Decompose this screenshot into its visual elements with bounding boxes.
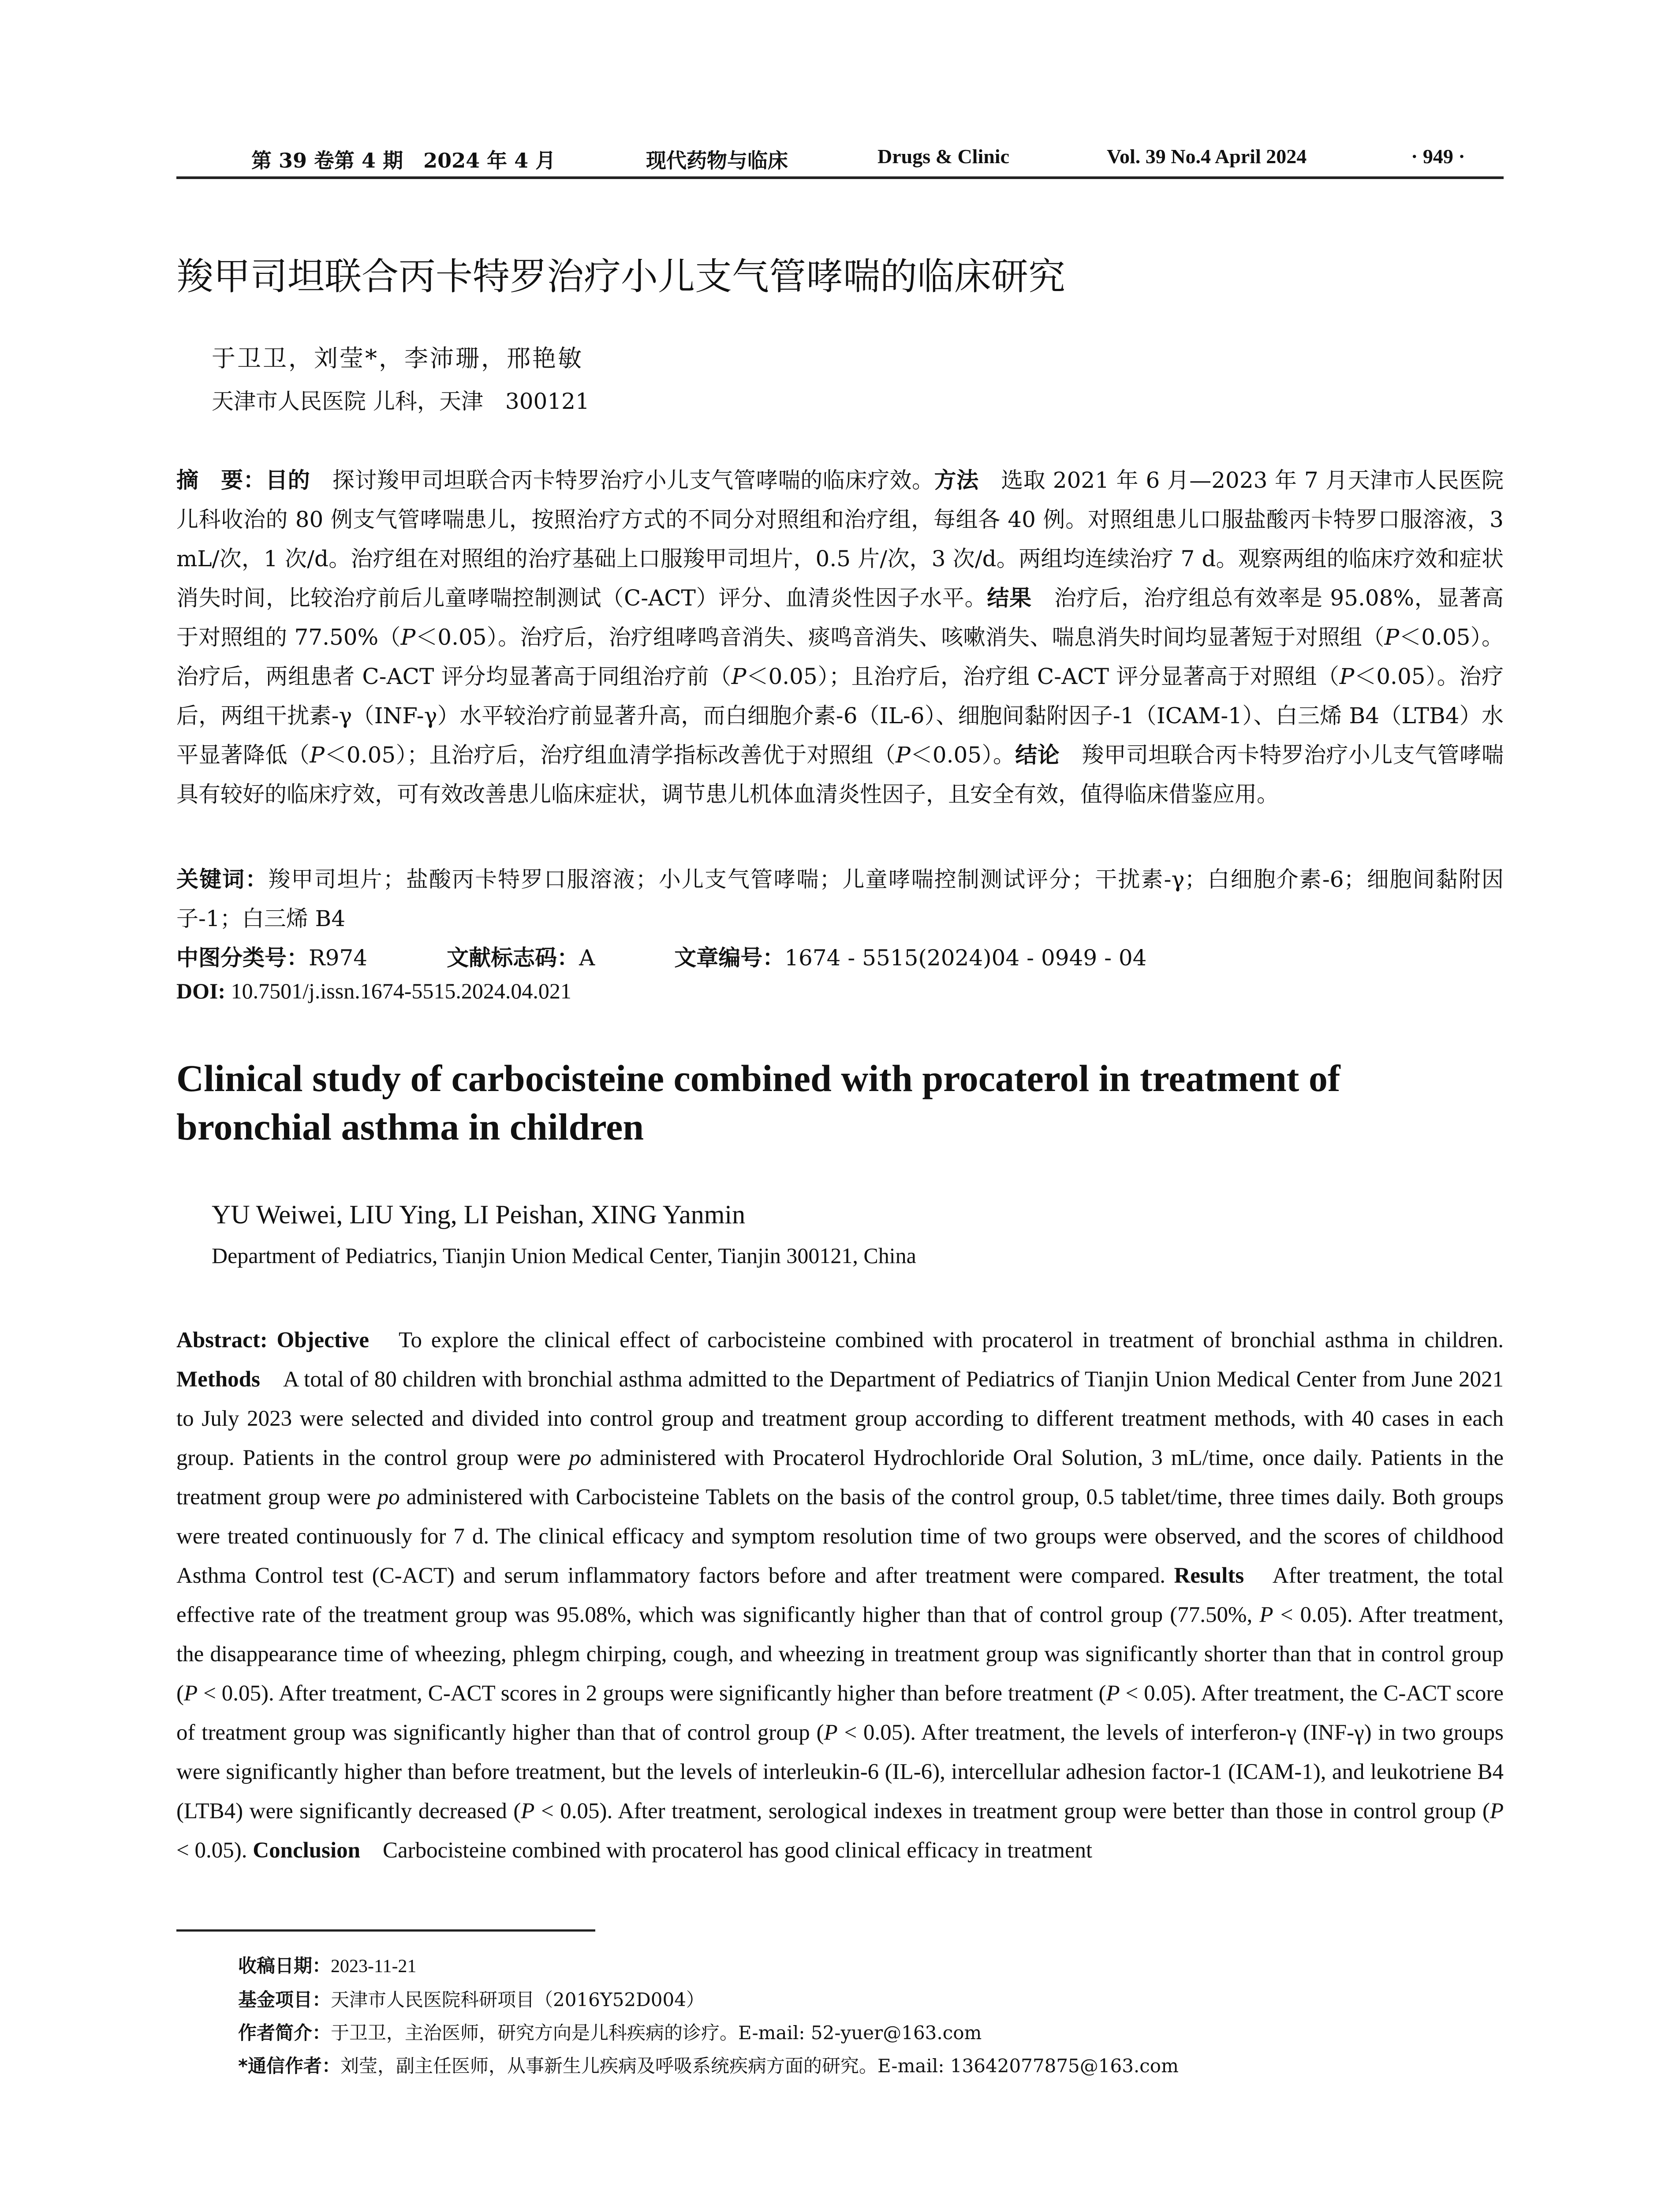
conclusion-text: 羧甲司坦联合丙卡特罗治疗小儿支气管哮喘具有较好的临床疗效，可有效改善患儿临床症状，调节患儿机体血清炎性因子，且安全有效，值得临床借鉴应用。 (176, 742, 1504, 807)
doi-label: DOI: (176, 979, 226, 1003)
p-symbol: P (1339, 664, 1355, 689)
po-abbrev: po (377, 1485, 400, 1510)
english-affiliation: Department of Pediatrics, Tianjin Union Medical Center, Tianjin 300121, China (212, 1243, 916, 1268)
footnote-author (238, 2016, 1179, 2049)
methods-label: 方法 (934, 467, 979, 493)
p-symbol: P (1384, 624, 1400, 650)
p-symbol: P (310, 742, 325, 768)
doc-code-value: A (579, 945, 595, 971)
chinese-abstract (176, 461, 1504, 814)
footnote-fund (238, 1983, 1179, 2016)
author-bio-label: 作者简介： (238, 2022, 331, 2044)
received-date: 2023-11-21 (331, 1956, 417, 1977)
results-text: < 0.05). After treatment, the levels of interferon-γ (INF-γ) in two groups were significantly higher than before treatment, but the levels of interleukin-6 (IL-6), intercellular adhesion factor-1 (ICAM-1), and leukotriene B4 (LTB4) were significantly decreased ( (176, 1720, 1504, 1824)
results-text: 治疗后，治疗组总有效率是 95.08%，显著高于对照组的 77.50%（ (176, 585, 1504, 650)
article-no-value: 1674 - 5515(2024)04 - 0949 - 04 (784, 945, 1147, 971)
header-journal-en: Drugs & Clinic (877, 145, 1009, 168)
clc-value: R974 (309, 945, 368, 971)
p-symbol: P (521, 1799, 535, 1824)
footnote-corresponding (238, 2049, 1179, 2082)
keywords-text: 羧甲司坦片；盐酸丙卡特罗口服溶液；小儿支气管哮喘；儿童哮喘控制测试评分；干扰素-γ；白细胞介素-6；细胞间黏附因子-1；白三烯 B4 (176, 867, 1504, 931)
results-text: < 0.05). After treatment, the disappearance time of wheezing, phlegm chirping, cough, and wheezing in treatment group was significantly shorter than that in control group ( (176, 1603, 1504, 1706)
results-text: ＜0.05）；且治疗后，治疗组 C-ACT 评分显著高于对照组（ (746, 664, 1340, 689)
clc-label: 中图分类号： (176, 945, 309, 971)
doi-line (176, 978, 571, 1004)
chinese-title: 羧甲司坦联合丙卡特罗治疗小儿支气管哮喘的临床研究 (176, 255, 1066, 298)
results-text: < 0.05). (176, 1838, 253, 1863)
english-authors: YU Weiwei, LIU Ying, LI Peishan, XING Yanmin (212, 1200, 746, 1229)
chinese-keywords (176, 860, 1504, 938)
english-title: Clinical study of carbocisteine combined with procaterol in treatment of bronchial asthma in children (176, 1057, 1340, 1148)
corresponding-label: *通信作者： (238, 2055, 340, 2077)
p-symbol: P (1259, 1603, 1273, 1627)
p-symbol: P (1106, 1681, 1120, 1706)
p-symbol: P (731, 664, 747, 689)
methods-text: 选取 2021 年 6 月—2023 年 7 月天津市人民医院儿科收治的 80 例支气管哮喘患儿，按照治疗方式的不同分对照组和治疗组，每组各 40 例。对照组患儿口服盐酸丙卡特罗口服溶液，3 mL/次，1 次/d。治疗组在对照组的治疗基础上口服羧甲司坦片，0.5 片/次，3 次/d。两组均连续治疗 7 d。观察两组的临床疗效和症状消失时间，比较治疗前后儿童哮喘控制测试（C-ACT）评分、血清炎性因子水平。 (176, 467, 1504, 611)
objective-label: 目的 (265, 467, 310, 493)
objective-text: To explore the clinical effect of carbocisteine combined with procaterol in treatment of bronchial asthma in children. (369, 1328, 1504, 1353)
abstract-label: 摘 要： (176, 467, 266, 493)
header-journal-cn: 现代药物与临床 (646, 149, 788, 172)
results-text: ＜0.05）。治疗后，两组干扰素-γ（INF-γ）水平较治疗前显著升高，而白细胞介素-6（IL-6）、细胞间黏附因子-1（ICAM-1）、白三烯 B4（LTB4）水平显著降低（ (176, 664, 1504, 768)
results-text: < 0.05). After treatment, C-ACT scores in 2 groups were significantly higher than before treatment ( (198, 1681, 1106, 1706)
results-label: 结果 (987, 585, 1032, 611)
p-symbol: P (824, 1720, 838, 1745)
footnote-rule (176, 1929, 595, 1932)
running-header (176, 140, 1504, 176)
abstract-label: Abstract: (176, 1328, 268, 1353)
header-volume-en: Vol. 39 No.4 April 2024 (1107, 145, 1307, 168)
results-label: Results (1174, 1563, 1244, 1588)
fund-label: 基金项目： (238, 1989, 331, 2011)
methods-text: administered with Carbocisteine Tablets on the basis of the control group, 0.5 tablet/time, three times daily. Both groups were treated continuously for 7 d. The clinical efficacy and symptom resolution time of two groups were observed, and the scores of childhood Asthma Control test (C-ACT) and serum inflammatory factors before and after treatment were compared. (176, 1485, 1504, 1588)
methods-text: administered with Procaterol Hydrochloride Oral Solution, 3 mL/time, once daily. Patients in the treatment group were (176, 1446, 1504, 1510)
objective-text: 探讨羧甲司坦联合丙卡特罗治疗小儿支气管哮喘的临床疗效。 (310, 467, 934, 493)
chinese-affiliation: 天津市人民医院 儿科，天津 300121 (212, 389, 590, 414)
doc-code-label: 文献标志码： (447, 945, 579, 971)
conclusion-text: Carbocisteine combined with procaterol has good clinical efficacy in treatment (360, 1838, 1093, 1863)
fund-text: 天津市人民医院科研项目（2016Y52D004） (331, 1989, 705, 2011)
po-abbrev: po (569, 1446, 592, 1470)
p-symbol: P (1490, 1799, 1504, 1824)
chinese-authors: 于卫卫，刘莹*，李沛珊，邢艳敏 (212, 344, 583, 372)
keywords-label: 关键词： (176, 867, 269, 892)
classification-line (176, 938, 1504, 978)
p-symbol: P (400, 624, 416, 650)
conclusion-label: 结论 (1015, 742, 1060, 768)
header-volume-cn: 第 39 卷第 4 期 2024 年 4 月 (251, 149, 556, 172)
methods-label: Methods (176, 1367, 260, 1392)
header-page-number: · 949 · (1411, 145, 1465, 168)
results-text: After treatment, the total effective rate of the treatment group was 95.08%, which was significantly higher than that of control group (77.50%, (176, 1563, 1504, 1627)
received-label: 收稿日期： (238, 1955, 331, 1977)
results-text: ＜0.05）。治疗后，两组患者 C-ACT 评分均显著高于同组治疗前（ (176, 624, 1504, 689)
results-text: < 0.05). After treatment, serological indexes in treatment group were better than those in control group ( (534, 1799, 1490, 1824)
english-abstract (176, 1321, 1504, 1870)
doi-link[interactable]: 10.7501/j.issn.1674-5515.2024.04.021 (225, 979, 571, 1003)
results-text: ＜0.05）。治疗后，治疗组哮鸣音消失、痰鸣音消失、咳嗽消失、喘息消失时间均显著短于对照组（ (415, 624, 1385, 650)
p-symbol: P (183, 1681, 198, 1706)
results-text: ＜0.05）；且治疗后，治疗组血清学指标改善优于对照组（ (324, 742, 896, 768)
article-no-label: 文章编号： (674, 945, 785, 971)
footnotes (238, 1949, 1179, 2082)
results-text: ＜0.05）。 (910, 742, 1015, 768)
author-bio-text: 于卫卫，主治医师，研究方向是儿科疾病的诊疗。E-mail: 52-yuer@163.com (331, 2022, 982, 2044)
methods-text: A total of 80 children with bronchial asthma admitted to the Department of Pediatrics of Tianjin Union Medical Center from June 2021 to July 2023 were selected and divided into control group and treatment group according to different treatment methods, with 40 cases in each group. Patients in the control group were (176, 1367, 1504, 1470)
footnote-received (238, 1949, 1179, 1983)
p-symbol: P (896, 742, 911, 768)
conclusion-label: Conclusion (253, 1838, 360, 1863)
corresponding-text: 刘莹，副主任医师，从事新生儿疾病及呼吸系统疾病方面的研究。E-mail: 13642077875@163.com (340, 2055, 1179, 2077)
results-text: < 0.05). After treatment, the C-ACT score of treatment group was significantly higher than that of control group ( (176, 1681, 1504, 1745)
header-rule (176, 176, 1504, 179)
objective-label: Objective (276, 1328, 370, 1353)
